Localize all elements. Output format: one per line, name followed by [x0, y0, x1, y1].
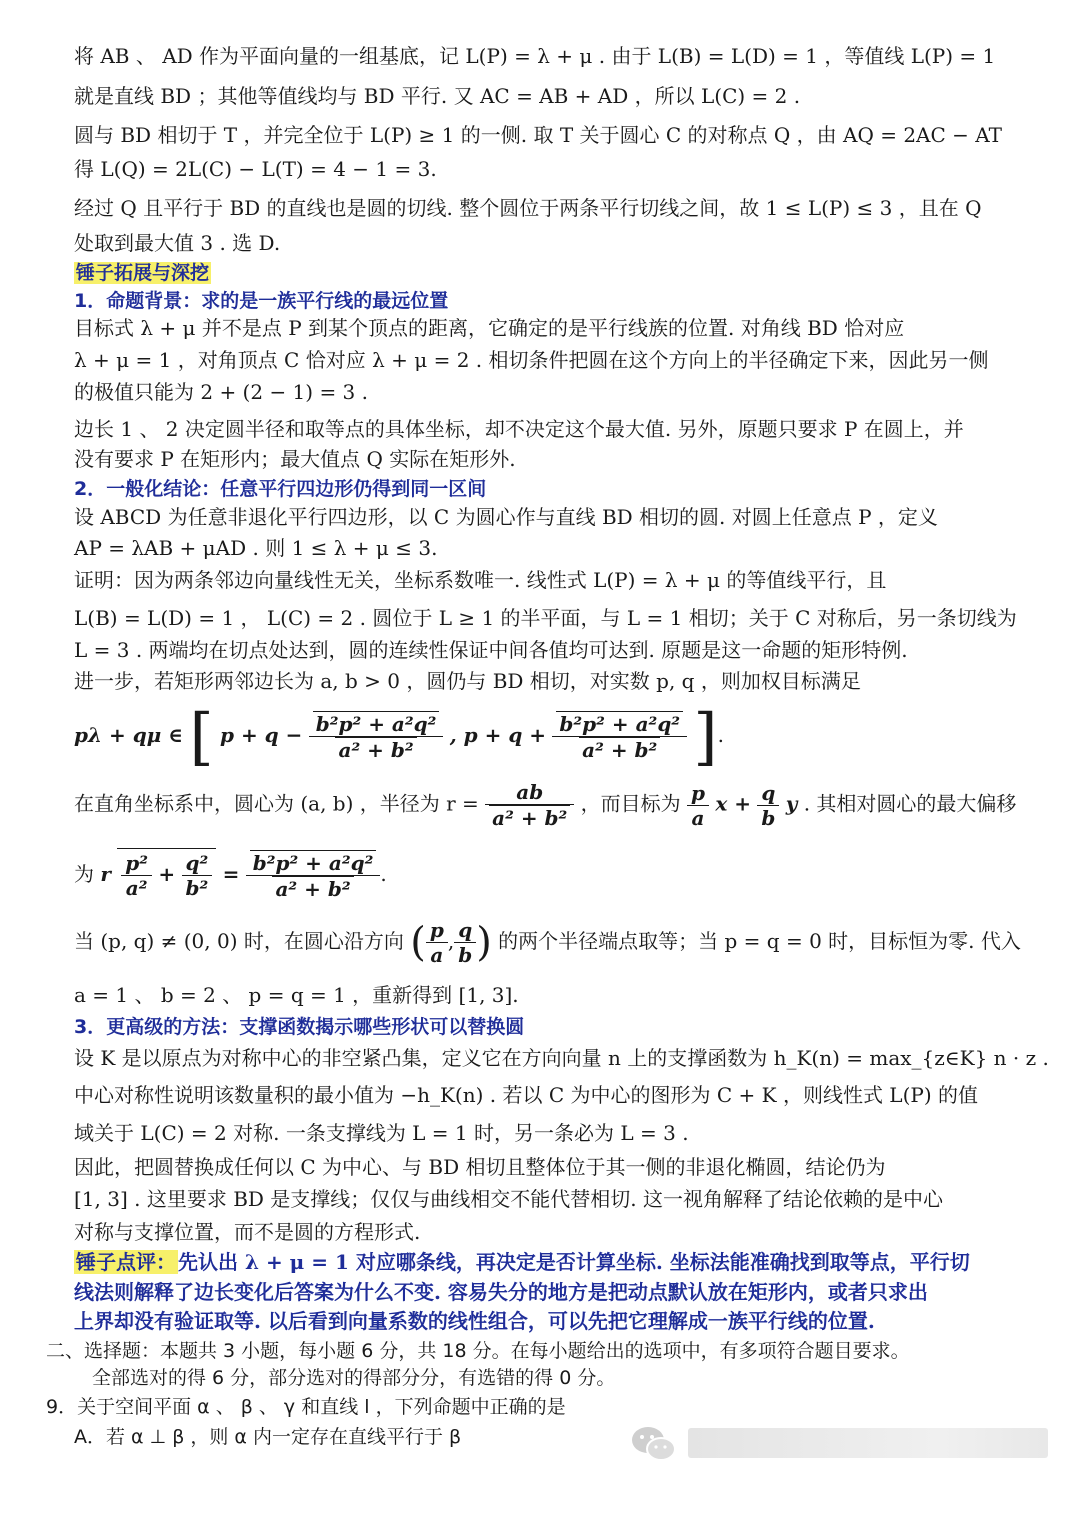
- comment-label: 锤子点评：: [76, 1250, 176, 1274]
- objective-fraction-q: [757, 781, 779, 830]
- frac-den: b²: [185, 876, 209, 900]
- text-line: 设 K 是以原点为对称中心的非空紧凸集，定义它在方向向量 n 上的支撑函数为 h_K(n) = max_{z∈K} n · z .: [74, 1046, 1049, 1070]
- text-line: 没有要求 P 在矩形内；最大值点 Q 实际在矩形外.: [74, 447, 516, 471]
- frac-num: p: [426, 918, 448, 943]
- objective-x: x +: [715, 791, 752, 816]
- radius-symbol: r: [100, 862, 111, 886]
- formula-interval: [74, 700, 724, 773]
- frac-den: a: [430, 943, 444, 967]
- comment-text: 先认出 λ + μ = 1 对应哪条线，再决定是否计算坐标. 坐标法能准确找到取等点，平行切: [178, 1250, 970, 1274]
- sqrt-denominator: a² + b²: [272, 876, 353, 901]
- frac-den: a²: [125, 876, 148, 900]
- comment-line: 上界却没有验证取等. 以后看到向量系数的线性组合，可以先把它理解成一族平行线的位置.: [74, 1309, 875, 1333]
- text-line-with-direction: 当 (p, q) ≠ (0, 0) 时，在圆心沿方向 ( $\frac{p}{a}$ , $\frac{q}{b}$ ) 的两个半径端点取等；当 p = q = 0 时，目标恒为零. 代入: [74, 918, 1021, 967]
- paren-close: ): [476, 919, 492, 966]
- frac-num: q: [757, 781, 779, 806]
- text-line-with-fractions: [74, 780, 1016, 830]
- text-line: L = 3 . 两端均在切点处达到，圆的连续性保证中间各值均可达到. 原题是这一命题的矩形特例.: [74, 638, 908, 662]
- section-intro: 二、选择题：本题共 3 小题，每小题 6 分，共 18 分。在每小题给出的选项中，有多项符合题目要求。: [46, 1340, 910, 1362]
- text-line: AP = λAB + μAD . 则 1 ≤ λ + μ ≤ 3.: [74, 536, 438, 560]
- text-segment: 在直角坐标系中，圆心为 (a, b) ，半径为 r =: [74, 791, 479, 816]
- text-line: 经过 Q 且平行于 BD 的直线也是圆的切线. 整个圆位于两条平行切线之间，故 1 ≤ L(P) ≤ 3 ，且在 Q: [74, 196, 982, 220]
- watermark: [630, 1418, 1050, 1470]
- text-line: 证明：因为两条邻边向量线性无关，坐标系数唯一. 线性式 L(P) = λ + μ 的等值线平行，且: [74, 568, 887, 592]
- formula-offset: [74, 848, 387, 902]
- text-line: 因此，把圆替换成任何以 C 为中心、与 BD 相切且整体位于其一侧的非退化椭圆，结论仍为: [74, 1155, 886, 1179]
- formula-fraction-lower: [309, 711, 444, 762]
- text-line: λ + μ = 1 ，对角顶点 C 恰对应 λ + μ = 2 . 相切条件把圆在这个方向上的半径确定下来，因此另一侧: [74, 348, 989, 372]
- section-banner: [74, 259, 211, 287]
- formula-bracket-open: [: [189, 700, 214, 773]
- text-line: [1, 3] . 这里要求 BD 是支撑线；仅仅与曲线相交不能代替相切. 这一视角解释了结论依赖的是中心: [74, 1187, 944, 1211]
- sqrt-numerator: b²p² + a²q²: [250, 850, 377, 875]
- radius-denominator: a² + b²: [489, 805, 570, 830]
- section-heading: 1．命题背景：求的是一族平行线的最远位置: [74, 290, 449, 312]
- formula-end: .: [380, 862, 387, 886]
- text-line: 目标式 λ + μ 并不是点 P 到某个顶点的距离，它确定的是平行线族的位置. 对角线 BD 恰对应: [74, 316, 905, 340]
- text-segment: 为: [74, 862, 94, 886]
- frac-p2a2: [121, 851, 152, 900]
- text-line: 进一步，若矩形两邻边长为 a, b > 0 ，圆仍与 BD 相切，对实数 p, q ，则加权目标满足: [74, 669, 861, 693]
- comment-line: 线法则解释了边长变化后答案为什么不变. 容易失分的地方是把动点默认放在矩形内，或者只求出: [74, 1280, 928, 1304]
- text-line: 就是直线 BD ；其他等值线均与 BD 平行. 又 AC = AB + AD ，所以 L(C) = 2 .: [74, 84, 801, 108]
- text-line: 圆与 BD 相切于 T ，并完全位于 L(P) ≥ 1 的一侧. 取 T 关于圆心 C 的对称点 Q ，由 AQ = 2AC − AT: [74, 123, 1002, 147]
- wechat-logo-icon: [630, 1424, 678, 1464]
- text-segment: . 其相对圆心的最大偏移: [803, 791, 1017, 816]
- sqrt-sum: [117, 848, 216, 902]
- objective-fraction-p: [687, 781, 709, 830]
- formula-upper-prefix: , p + q +: [449, 723, 547, 747]
- radius-fraction: [485, 780, 574, 830]
- equals-sign: =: [222, 862, 240, 886]
- sqrt-denominator: a² + b²: [579, 737, 660, 762]
- frac-q2b2: [182, 851, 213, 900]
- text-line: 处取到最大值 3 . 选 D.: [74, 231, 281, 255]
- text-line: 得 L(Q) = 2L(C) − L(T) = 4 − 1 = 3.: [74, 157, 437, 181]
- offset-fraction: [246, 850, 381, 901]
- dir-fraction-q: [454, 918, 476, 967]
- sqrt-numerator: b²p² + a²q²: [313, 711, 440, 736]
- section-heading: 3．更高级的方法：支撑函数揭示哪些形状可以替换圆: [74, 1016, 525, 1038]
- formula-end: .: [717, 723, 724, 747]
- text-line: a = 1 、 b = 2 、 p = q = 1 ，重新得到 [1, 3].: [74, 983, 519, 1007]
- watermark-blurred-text: [688, 1428, 1048, 1458]
- objective-y: y: [785, 791, 798, 816]
- frac-den: b: [761, 805, 776, 830]
- plus-sign: +: [158, 862, 176, 886]
- text-segment: 当 (p, q) ≠ (0, 0) 时，在圆心沿方向: [74, 929, 404, 953]
- frac-num: p²: [121, 851, 152, 876]
- text-segment: ，而目标为: [580, 791, 681, 816]
- question-option: A．若 α ⊥ β ，则 α 内一定存在直线平行于 β: [74, 1426, 462, 1448]
- text-line: L(B) = L(D) = 1 ， L(C) = 2 . 圆位于 L ≥ 1 的半平面，与 L = 1 相切；关于 C 对称后，另一条切线为: [74, 606, 1017, 630]
- text-line: 对称与支撑位置，而不是圆的方程形式.: [74, 1220, 421, 1244]
- radius-numerator: ab: [485, 780, 574, 805]
- dir-fraction-p: [426, 918, 448, 967]
- formula-fraction-upper: [552, 711, 687, 762]
- formula-bracket-close: ]: [693, 700, 718, 773]
- text-line: 边长 1 、 2 决定圆半径和取等点的具体坐标，却不决定这个最大值. 另外，原题只要求 P 在圆上，并: [74, 417, 964, 441]
- text-line: 的极值只能为 2 + (2 − 1) = 3 .: [74, 380, 368, 404]
- section-intro: 全部选对的得 6 分，部分选对的得部分分，有选错的得 0 分。: [92, 1367, 616, 1389]
- formula-lhs: pλ + qμ ∈: [74, 723, 184, 747]
- text-line: 设 ABCD 为任意非退化平行四边形，以 C 为圆心作与直线 BD 相切的圆. 对圆上任意点 P ，定义: [74, 505, 938, 529]
- formula-lower-prefix: p + q −: [220, 723, 303, 747]
- frac-den: b: [458, 943, 473, 967]
- frac-num: p: [687, 781, 709, 806]
- text-line: 域关于 L(C) = 2 对称. 一条支撑线为 L = 1 时，另一条必为 L = 3 .: [74, 1121, 689, 1145]
- paren-open: (: [410, 919, 426, 966]
- text-segment: 的两个半径端点取等；当 p = q = 0 时，目标恒为零. 代入: [498, 929, 1021, 953]
- frac-num: q: [454, 918, 476, 943]
- text-line: 中心对称性说明该数量积的最小值为 −h_K(n) . 若以 C 为中心的图形为 C + K ，则线性式 L(P) 的值: [74, 1083, 979, 1107]
- section-heading: 2．一般化结论：任意平行四边形仍得到同一区间: [74, 478, 487, 500]
- highlighted-heading: 锤子拓展与深挖: [76, 262, 210, 284]
- question-stem: 9．关于空间平面 α 、 β 、 γ 和直线 l ，下列命题中正确的是: [46, 1396, 566, 1418]
- frac-den: a: [691, 805, 705, 830]
- sqrt-denominator: a² + b²: [335, 737, 416, 762]
- comment-line: [74, 1248, 970, 1276]
- text-line: 将 AB 、 AD 作为平面向量的一组基底，记 L(P) = λ + μ . 由于 L(B) = L(D) = 1 ，等值线 L(P) = 1: [74, 44, 996, 68]
- sqrt-numerator: b²p² + a²q²: [556, 711, 683, 736]
- frac-num: q²: [182, 851, 213, 876]
